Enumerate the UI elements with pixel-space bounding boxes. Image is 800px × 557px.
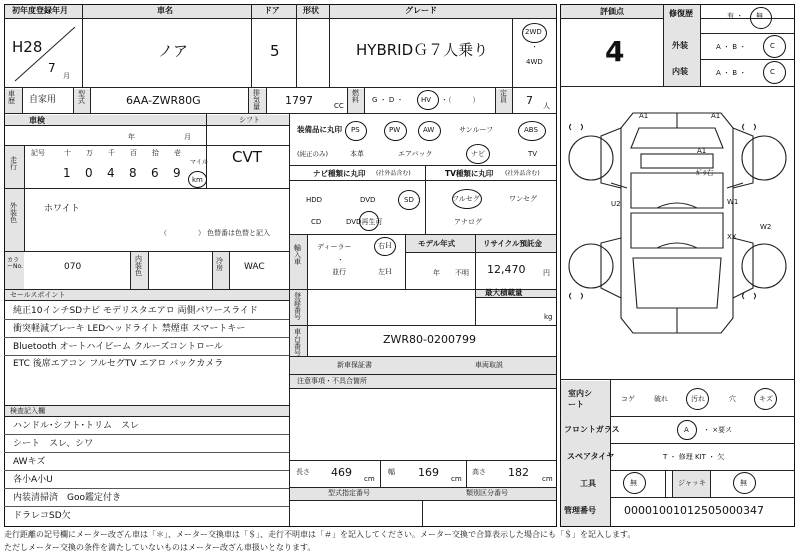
footer-line-2: ただしメーター交換の条件を満たしていないものはメーター改ざん車扱いとなります。	[4, 543, 316, 552]
tv-oneseg: ワンセグ	[509, 195, 537, 203]
color-note: 色替番は色替と記入	[207, 229, 270, 237]
model-code: 6AA-ZWR80G	[126, 94, 201, 107]
reg-month: 7	[48, 61, 56, 75]
mileage-unit-0: 十	[64, 149, 71, 157]
mileage-unit-5: 壱	[174, 149, 181, 157]
equip-airbag: エアバック	[398, 150, 433, 158]
equip-ps: PS	[351, 126, 360, 134]
interior-label: 内装	[672, 67, 688, 76]
yen-unit: 円	[543, 269, 550, 277]
damage-mark-4: ｶﾞﾗ右	[696, 169, 714, 177]
color-label: 外装色	[10, 202, 17, 224]
mileage-label: 走行	[10, 156, 17, 171]
tv-fullseg: フルセグ	[452, 195, 480, 203]
shift-label: シフト	[239, 116, 260, 124]
glass-selected: A	[684, 426, 689, 434]
model-year-value: 不明	[455, 269, 469, 277]
inspector-notes-label: 検査記入欄	[10, 407, 45, 415]
reg-year: H28	[12, 38, 43, 56]
mileage-unit-4: 拾	[152, 149, 159, 157]
import-label: 輸入車	[294, 244, 301, 266]
interior-selected: C	[770, 68, 775, 76]
steer-left: 左Ｈ	[378, 268, 392, 276]
inspection-month-unit: 月	[184, 133, 191, 141]
model-year-label: モデル年式	[418, 239, 456, 248]
door-label: ドア	[264, 6, 280, 15]
width-unit: cm	[451, 475, 462, 483]
equip-navi: ナビ	[471, 150, 485, 158]
mileage-unit-3: 百	[130, 149, 137, 157]
tv-type-label: TV種類に丸印	[445, 169, 494, 178]
damage-mark-6: W1	[727, 198, 739, 206]
fuel-label: 燃料	[352, 89, 359, 104]
equipment-sublabel: (純正のみ)	[297, 150, 329, 158]
doors: 5	[270, 42, 280, 60]
seat-stain: 汚れ	[691, 395, 705, 403]
length-value: 469	[331, 466, 352, 479]
exterior-options: A ・ B ・	[716, 43, 747, 51]
seat-hole: 穴	[729, 395, 736, 403]
height-value: 182	[508, 466, 529, 479]
tv-type-sub: (社外品含む)	[505, 170, 540, 177]
exterior-label: 外装	[672, 41, 688, 50]
damage-mark-8: W2	[760, 223, 772, 231]
length-unit: cm	[364, 475, 375, 483]
color-note-close: ）	[198, 229, 205, 237]
fuel-other: ・（ ）	[441, 96, 480, 104]
drive-dot: ・	[531, 43, 538, 51]
navi-dvd: DVD	[360, 196, 376, 204]
grade: HYBRIDＧ７人乗り	[356, 41, 489, 59]
shape-label: 形状	[303, 6, 319, 15]
ac-label: 冷房	[216, 257, 223, 272]
chassis-no: ZWR80-0200799	[383, 333, 477, 346]
equip-aw: AW	[423, 126, 435, 134]
notes-label: 注意事項・不具合箇所	[297, 377, 367, 385]
drive-4wd: 4WD	[526, 58, 543, 66]
equipment-label: 装備品に丸印	[297, 125, 342, 134]
seat-tear: 破れ	[654, 395, 668, 403]
jack-selected: 無	[740, 479, 747, 487]
equip-abs: ABS	[524, 126, 538, 134]
inspector-line-1: ハンドル･シフト･トリム スレ	[13, 421, 140, 431]
type-no-label: 型式指定番号	[328, 489, 370, 497]
cc-unit: CC	[334, 102, 344, 110]
max-load-label: 最大積載量	[485, 288, 523, 297]
height-unit: cm	[542, 475, 553, 483]
tools-label: 工具	[580, 479, 596, 488]
width-value: 169	[418, 466, 439, 479]
recycle-label: リサイクル預託金	[483, 239, 542, 248]
model-label: 型式	[78, 90, 85, 105]
car-name: ノア	[158, 42, 189, 60]
inspector-line-6: ドラレコSD欠	[13, 511, 71, 521]
recycle-value: 12,470	[487, 263, 526, 276]
color-no-label: カラーNo.	[7, 257, 23, 270]
repair-label: 修復歴	[669, 9, 693, 18]
inspector-line-4: 各小A小U	[13, 475, 53, 485]
reg-year-label: 初年度登録年月	[12, 6, 68, 15]
score-label: 評価点	[600, 7, 624, 16]
damage-mark-3: A1	[697, 147, 707, 155]
km-unit: km	[192, 176, 203, 184]
drive-2wd: 2WD	[525, 28, 542, 36]
mile-unit: マイル	[190, 159, 208, 166]
interior-color-label: 内装色	[135, 255, 142, 277]
manual-label: 車両取説	[475, 361, 503, 369]
mileage-ki-label: 記号	[31, 149, 45, 157]
mileage-digit-1: 0	[85, 166, 93, 180]
sales-line-2: 衝突軽減ブレーキ LEDヘッドライト 禁煙車 スマートキー	[13, 324, 246, 334]
equip-tv: TV	[528, 150, 538, 158]
steer-right: 右Ｈ	[378, 242, 392, 250]
mgmt-label: 管理番号	[564, 506, 596, 515]
chassis-label: 車台番号	[294, 328, 301, 357]
car-damage-diagram	[561, 88, 794, 378]
spare-options: T ・ 修理 KIT ・ 欠	[663, 453, 725, 461]
ac-value: WAC	[244, 262, 265, 272]
shift-value: CVT	[232, 148, 262, 166]
spare-label: スペアタイヤ	[567, 452, 615, 461]
kg-unit: kg	[544, 313, 553, 321]
sales-line-4: ETC 後席エアコン フルセグTV エアロ バックカメラ	[13, 359, 224, 369]
inspection-year-unit: 年	[128, 133, 135, 141]
footer-line-1: 走行距離の記号欄にメーター改ざん車は「＊」、メーター交換車は「＄」、走行不明車は「＃」を記入してください。メーター交換で合算表示した場合にも「＄」を記入します。	[4, 530, 636, 539]
glass-rest: ・ ×要ス	[703, 426, 733, 434]
usage: 自家用	[29, 95, 57, 105]
color-note-open: （	[160, 229, 167, 237]
navi-dvd-play: DVD再生可	[346, 218, 383, 226]
inspector-line-3: AWキズ	[13, 457, 46, 467]
jack-label: ジャッキ	[678, 479, 706, 487]
damage-mark-7: XX	[727, 233, 737, 241]
mileage-digit-3: 8	[129, 166, 137, 180]
repair-options: 有 ・	[727, 12, 744, 20]
inspector-line-2: シート スレ、シワ	[13, 439, 94, 449]
sales-line-1: 純正10インチSDナビ モデリスタエアロ 両側パワースライド	[13, 306, 258, 316]
equip-leather: 本革	[350, 150, 364, 158]
mileage-unit-1: 万	[86, 149, 93, 157]
model-year-unit: 年	[433, 269, 440, 277]
seat-scratch: キズ	[759, 395, 773, 403]
header-band	[5, 5, 556, 18]
equip-pw: PW	[389, 126, 401, 134]
navi-type-sub: (社外品含む)	[376, 170, 411, 177]
fuel-options: G ・ D ・	[372, 96, 404, 104]
capacity-label: 定員	[500, 89, 507, 104]
tools-selected: 無	[630, 479, 637, 487]
length-label: 長さ	[296, 468, 310, 476]
mileage-digit-5: 9	[173, 166, 181, 180]
import-dealer: ディーラー	[317, 243, 352, 251]
import-dot: ・	[337, 256, 344, 264]
color-no: 070	[64, 262, 82, 272]
interior-options: A ・ B ・	[716, 69, 747, 77]
damage-mark-5: U2	[611, 200, 621, 208]
navi-sd: SD	[404, 196, 414, 204]
import-parallel: 並行	[332, 268, 346, 276]
car-name-label: 車名	[157, 6, 173, 15]
mileage-digit-2: 4	[107, 166, 115, 180]
navi-hdd: HDD	[306, 196, 323, 204]
fuel-selected: HV	[421, 96, 432, 104]
glass-label: フロントガラス	[564, 425, 620, 434]
navi-cd: CD	[311, 218, 322, 226]
usage-label: 車歴	[8, 90, 15, 105]
capacity: 7	[526, 94, 533, 107]
score-value: 4	[605, 35, 625, 68]
sales-line-3: Bluetooth オートハイビーム クルーズコントロール	[13, 342, 223, 352]
inspector-line-5: 内装清掃済 Goo鑑定付き	[13, 493, 121, 503]
height-label: 高さ	[472, 468, 486, 476]
warranty-label: 新車保証書	[337, 361, 372, 369]
color-value: ホワイト	[44, 204, 80, 214]
tv-analog: アナログ	[454, 218, 482, 226]
repair-selected: 無	[756, 12, 763, 20]
sales-points-label: セールスポイント	[10, 291, 66, 299]
mileage-unit-2: 千	[108, 149, 115, 157]
month-unit: 月	[63, 72, 70, 80]
mileage-digit-4: 6	[151, 166, 159, 180]
navi-type-label: ナビ種類に丸印	[313, 169, 366, 178]
grade-label: グレード	[405, 6, 437, 15]
damage-mark-2: A1	[711, 112, 721, 120]
displacement: 1797	[285, 94, 313, 107]
displacement-label: 排気量	[253, 89, 260, 111]
equip-sunroof: サンルーフ	[459, 126, 494, 134]
width-label: 幅	[388, 468, 395, 476]
reg-no-label: 登録番号	[294, 292, 301, 321]
damage-mark-1: A1	[639, 112, 649, 120]
class-no-label: 類別区分番号	[466, 489, 508, 497]
exterior-selected: C	[770, 42, 775, 50]
inspection-label: 車検	[29, 116, 45, 125]
mileage-digit-0: 1	[63, 166, 71, 180]
capacity-unit: 人	[543, 102, 550, 110]
seat-burn: コゲ	[621, 395, 635, 403]
mgmt-no: 00001001012505000347	[624, 504, 764, 517]
seat-label: 室内シート	[568, 389, 592, 409]
